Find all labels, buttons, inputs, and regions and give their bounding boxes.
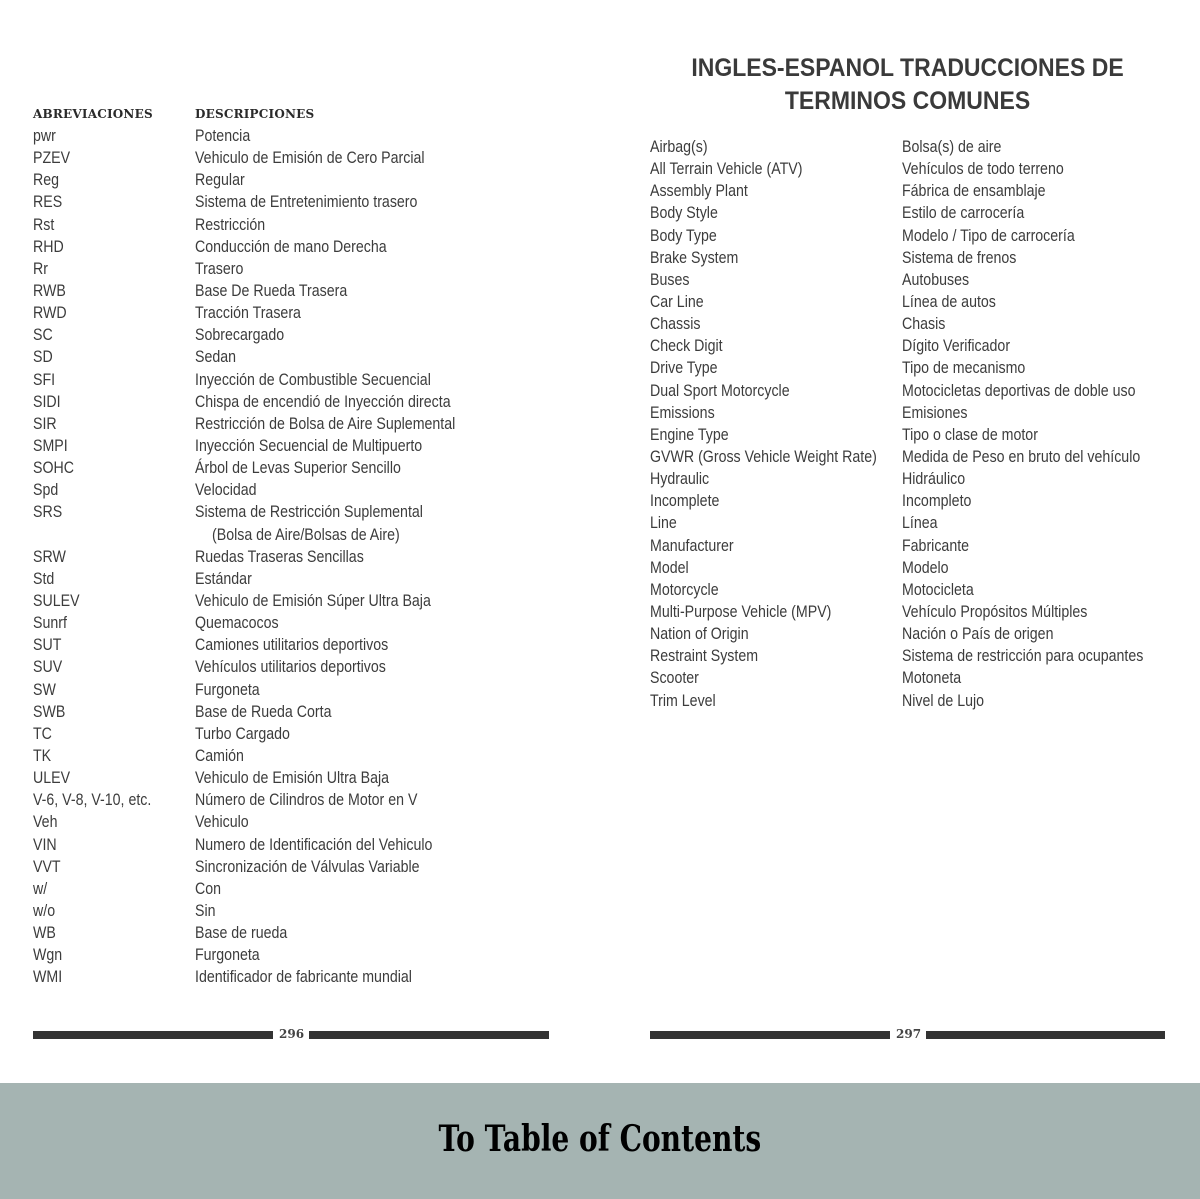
page-title-line: INGLES-ESPANOL TRADUCCIONES DE — [691, 54, 1124, 82]
abbreviation-row — [0, 834, 600, 856]
english-term: Scooter — [650, 669, 699, 688]
translation-row — [600, 269, 1200, 291]
description: Conducción de mano Derecha — [195, 237, 387, 256]
description: Tracción Trasera — [195, 304, 301, 323]
abbreviation-row — [0, 922, 600, 944]
english-term: Nation of Origin — [650, 625, 749, 644]
descriptions-header: DESCRIPCIONES — [195, 107, 315, 121]
english-term: Motorcycle — [650, 580, 719, 599]
right-page — [600, 0, 1200, 1083]
abbreviation: WMI — [33, 968, 63, 987]
abbreviation: SMPI — [33, 436, 68, 455]
translation-row — [600, 601, 1200, 623]
description: Base de rueda — [195, 924, 288, 943]
description: Sincronización de Válvulas Variable — [195, 857, 420, 876]
translation-row — [600, 468, 1200, 490]
description: Base De Rueda Trasera — [195, 281, 348, 300]
description: Sobrecargado — [195, 326, 285, 345]
footer-rule-line — [33, 1031, 273, 1039]
abbreviation: SUV — [33, 658, 63, 677]
description: Con — [195, 879, 222, 898]
translation-row — [600, 645, 1200, 667]
translation-row — [600, 623, 1200, 645]
translation-row — [600, 335, 1200, 357]
description: Vehiculo — [195, 813, 249, 832]
abbreviation: VIN — [33, 835, 57, 854]
footer-rule-line — [309, 1031, 549, 1039]
english-term: Restraint System — [650, 647, 759, 666]
abbreviation-row — [0, 169, 600, 191]
translation-row — [600, 579, 1200, 601]
abbreviation-row — [0, 214, 600, 236]
english-term: GVWR (Gross Vehicle Weight Rate) — [650, 447, 877, 466]
abbreviation-row — [0, 147, 600, 169]
english-term: Multi-Purpose Vehicle (MPV) — [650, 602, 832, 621]
abbreviation-row — [0, 369, 600, 391]
abbreviation-row — [0, 346, 600, 368]
page-number: 297 — [893, 1027, 924, 1041]
description: Ruedas Traseras Sencillas — [195, 547, 364, 566]
spanish-term: Modelo / Tipo de carrocería — [902, 226, 1075, 245]
abbreviation: RWB — [33, 281, 66, 300]
abbreviation-row — [0, 745, 600, 767]
description: Sistema de Restricción Suplemental — [195, 503, 423, 522]
abbreviation-row — [0, 280, 600, 302]
abbreviation: VVT — [33, 857, 61, 876]
abbreviation-row — [0, 191, 600, 213]
description: Número de Cilindros de Motor en V — [195, 791, 418, 810]
translation-row — [600, 136, 1200, 158]
spanish-term: Modelo — [902, 558, 949, 577]
description: Restricción de Bolsa de Aire Suplemental — [195, 414, 456, 433]
spanish-term: Motocicletas deportivas de doble uso — [902, 381, 1136, 400]
spanish-term: Sistema de restricción para ocupantes — [902, 647, 1144, 666]
translation-row — [600, 225, 1200, 247]
abbreviation-row — [0, 302, 600, 324]
translation-row — [600, 291, 1200, 313]
description: Vehiculo de Emisión de Cero Parcial — [195, 149, 425, 168]
table-of-contents-link-label: To Table of Contents — [438, 1118, 762, 1160]
abbreviation: SIR — [33, 414, 57, 433]
abbreviation-row — [0, 767, 600, 789]
translation-row — [600, 313, 1200, 335]
translation-row — [600, 690, 1200, 712]
english-term: Line — [650, 514, 677, 533]
abbreviation: SULEV — [33, 591, 80, 610]
abbreviation: Std — [33, 569, 55, 588]
abbreviation: TK — [33, 746, 52, 765]
page-title-line: TERMINOS COMUNES — [784, 87, 1031, 115]
abbreviation: TC — [33, 724, 52, 743]
description: Potencia — [195, 127, 251, 145]
description: Numero de Identificación del Vehiculo — [195, 835, 433, 854]
abbreviation-row — [0, 789, 600, 811]
english-term: Body Style — [650, 204, 718, 223]
abbreviation: Veh — [33, 813, 58, 832]
abbreviation: SC — [33, 326, 53, 345]
abbreviation-list — [0, 125, 600, 989]
spanish-term: Línea de autos — [902, 292, 996, 311]
english-term: Engine Type — [650, 425, 729, 444]
description: Árbol de Levas Superior Sencillo — [195, 459, 401, 478]
description: Trasero — [195, 259, 244, 278]
spanish-term: Dígito Verificador — [902, 337, 1011, 356]
abbreviation-row — [0, 900, 600, 922]
description: Turbo Cargado — [195, 724, 290, 743]
abbreviation-row — [0, 878, 600, 900]
translation-row — [600, 180, 1200, 202]
abbreviation-row — [0, 811, 600, 833]
abbreviation: WB — [33, 924, 56, 943]
english-term: Assembly Plant — [650, 182, 748, 201]
description-continuation: (Bolsa de Aire/Bolsas de Aire) — [212, 525, 400, 544]
abbreviation-row — [0, 590, 600, 612]
translation-row — [600, 158, 1200, 180]
abbreviation: w/ — [33, 879, 48, 898]
spanish-term: Vehículo Propósitos Múltiples — [902, 602, 1088, 621]
description: Velocidad — [195, 481, 257, 500]
abbreviation: SUT — [33, 636, 62, 655]
abbreviation: SD — [33, 348, 53, 367]
abbreviation: Rst — [33, 215, 55, 234]
description: Base de Rueda Corta — [195, 702, 332, 721]
abbreviation-row — [0, 413, 600, 435]
english-term: Model — [650, 558, 689, 577]
description: Sin — [195, 901, 216, 920]
abbreviation-row — [0, 723, 600, 745]
abbreviation: ULEV — [33, 769, 71, 788]
spanish-term: Motoneta — [902, 669, 962, 688]
footer-rule-line — [650, 1031, 890, 1039]
english-term: Airbag(s) — [650, 138, 708, 156]
english-term: Hydraulic — [650, 470, 710, 489]
description: Inyección Secuencial de Multipuerto — [195, 436, 423, 455]
english-term: Manufacturer — [650, 536, 734, 555]
spanish-term: Autobuses — [902, 270, 970, 289]
page-title — [625, 52, 1191, 118]
abbreviations-header: ABREVIACIONES — [33, 107, 153, 121]
spanish-term: Fabricante — [902, 536, 970, 555]
description: Restricción — [195, 215, 266, 234]
spanish-term: Medida de Peso en bruto del vehículo — [902, 447, 1141, 466]
spanish-term: Estilo de carrocería — [902, 204, 1025, 223]
abbreviation: w/o — [33, 901, 56, 920]
spanish-term: Vehículos de todo terreno — [902, 160, 1064, 179]
description: Vehiculo de Emisión Ultra Baja — [195, 769, 390, 788]
left-page — [0, 0, 600, 1083]
abbreviation-row — [0, 236, 600, 258]
spanish-term: Fábrica de ensamblaje — [902, 182, 1046, 201]
translation-row — [600, 446, 1200, 468]
abbreviation-row — [0, 324, 600, 346]
abbreviation-row — [0, 568, 600, 590]
description: Camiones utilitarios deportivos — [195, 636, 389, 655]
english-term: Brake System — [650, 248, 739, 267]
abbreviation: SRW — [33, 547, 66, 566]
description: Furgoneta — [195, 680, 260, 699]
spanish-term: Nivel de Lujo — [902, 691, 985, 710]
translation-row — [600, 512, 1200, 534]
page-footer-right — [650, 1028, 1165, 1042]
abbreviation-row — [0, 457, 600, 479]
abbreviation: Reg — [33, 171, 60, 190]
spanish-term: Tipo de mecanismo — [902, 359, 1026, 378]
abbreviation-row — [0, 634, 600, 656]
abbreviation-row — [0, 966, 600, 988]
translation-row — [600, 357, 1200, 379]
spanish-term: Incompleto — [902, 492, 972, 511]
translation-list — [600, 136, 1200, 712]
spanish-term: Bolsa(s) de aire — [902, 138, 1002, 156]
description: Regular — [195, 171, 245, 190]
abbreviation: RES — [33, 193, 63, 212]
abbreviation: pwr — [33, 127, 56, 145]
abbreviation: Rr — [33, 259, 48, 278]
spanish-term: Hidráulico — [902, 470, 966, 489]
abbreviation-row — [0, 701, 600, 723]
abbreviation: V-6, V-8, V-10, etc. — [33, 791, 152, 810]
spanish-term: Tipo o clase de motor — [902, 425, 1038, 444]
english-term: Emissions — [650, 403, 715, 422]
abbreviation: PZEV — [33, 149, 71, 168]
table-of-contents-link[interactable] — [0, 1118, 1200, 1160]
spanish-term: Motocicleta — [902, 580, 974, 599]
abbreviation-row — [0, 258, 600, 280]
translation-row — [600, 247, 1200, 269]
abbreviation-row — [0, 479, 600, 501]
english-term: Car Line — [650, 292, 704, 311]
description: Sistema de Entretenimiento trasero — [195, 193, 418, 212]
page-number: 296 — [276, 1027, 307, 1041]
abbreviation: Sunrf — [33, 614, 67, 633]
abbreviation: SW — [33, 680, 56, 699]
abbreviation: SFI — [33, 370, 56, 389]
abbreviation-row — [0, 546, 600, 568]
description: Chispa de encendió de Inyección directa — [195, 392, 451, 411]
abbreviation-row — [0, 391, 600, 413]
abbreviation: SIDI — [33, 392, 61, 411]
english-term: Drive Type — [650, 359, 718, 378]
translation-row — [600, 667, 1200, 689]
abbreviation-row — [0, 612, 600, 634]
abbreviation-row — [0, 125, 600, 147]
abbreviation-row — [0, 679, 600, 701]
abbreviation-row — [0, 944, 600, 966]
translation-row — [600, 535, 1200, 557]
spanish-term: Nación o País de origen — [902, 625, 1054, 644]
abbreviation: RHD — [33, 237, 64, 256]
abbreviation: SOHC — [33, 459, 74, 478]
translation-row — [600, 202, 1200, 224]
translation-row — [600, 490, 1200, 512]
spanish-term: Sistema de frenos — [902, 248, 1017, 267]
spanish-term: Emisiones — [902, 403, 968, 422]
description: Inyección de Combustible Secuencial — [195, 370, 431, 389]
english-term: Dual Sport Motorcycle — [650, 381, 790, 400]
description: Vehiculo de Emisión Súper Ultra Baja — [195, 591, 431, 610]
page-footer-left — [33, 1028, 549, 1042]
english-term: Body Type — [650, 226, 717, 245]
translation-row — [600, 424, 1200, 446]
description: Camión — [195, 746, 244, 765]
abbreviation: SRS — [33, 503, 63, 522]
english-term: Chassis — [650, 315, 701, 334]
abbreviation: RWD — [33, 304, 67, 323]
abbreviation: Wgn — [33, 946, 63, 965]
description: Sedan — [195, 348, 237, 367]
description: Identificador de fabricante mundial — [195, 968, 412, 987]
english-term: Check Digit — [650, 337, 723, 356]
abbreviation-row — [0, 856, 600, 878]
abbreviation: SWB — [33, 702, 66, 721]
translation-row — [600, 557, 1200, 579]
abbreviation: Spd — [33, 481, 59, 500]
english-term: Trim Level — [650, 691, 716, 710]
footer-rule-line — [926, 1031, 1165, 1039]
translation-row — [600, 402, 1200, 424]
abbreviation-row — [0, 501, 600, 545]
english-term: Buses — [650, 270, 690, 289]
english-term: All Terrain Vehicle (ATV) — [650, 160, 803, 179]
description: Quemacocos — [195, 614, 279, 633]
spanish-term: Chasis — [902, 315, 946, 334]
abbreviation-row — [0, 435, 600, 457]
description: Estándar — [195, 569, 252, 588]
abbreviation-row — [0, 656, 600, 678]
spanish-term: Línea — [902, 514, 938, 533]
description: Furgoneta — [195, 946, 260, 965]
description: Vehículos utilitarios deportivos — [195, 658, 386, 677]
english-term: Incomplete — [650, 492, 720, 511]
translation-row — [600, 380, 1200, 402]
